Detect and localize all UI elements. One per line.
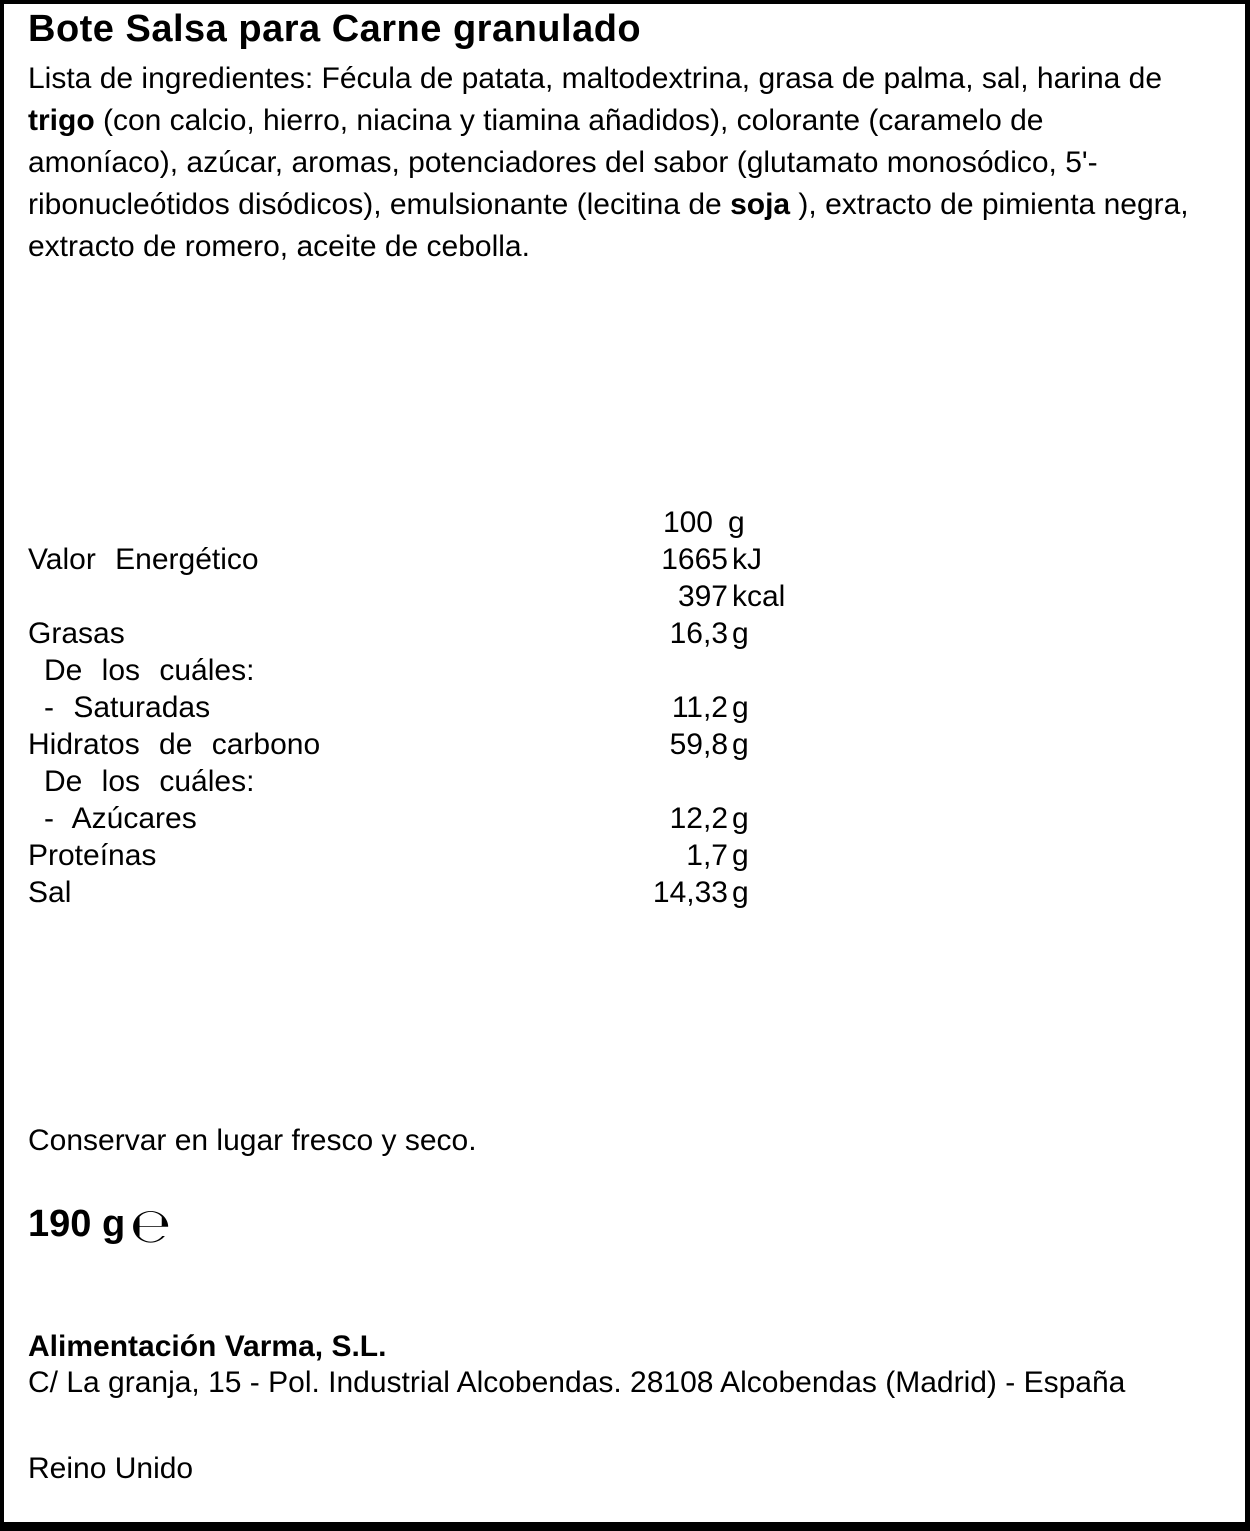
nutrition-row-of-which-carbs bbox=[28, 763, 828, 800]
nutrient-label: Grasas bbox=[28, 617, 125, 650]
serving-unit: g bbox=[728, 506, 745, 539]
net-weight-value: 190 g bbox=[28, 1203, 126, 1245]
ingredients-text-1: Lista de ingredientes: Fécula de patata, maltodextrina, grasa de palma, sal, harina de bbox=[28, 62, 1163, 95]
nutrient-label: Hidratos de carbono bbox=[28, 728, 321, 761]
nutrient-unit: g bbox=[732, 617, 749, 650]
nutrient-label: - Azúcares bbox=[44, 802, 197, 835]
nutrient-value: 14,33 bbox=[652, 876, 728, 909]
nutrient-label: Sal bbox=[28, 876, 72, 909]
nutrient-unit: g bbox=[732, 691, 749, 724]
manufacturer-address: C/ La granja, 15 - Pol. Industrial Alcobendas. 28108 Alcobendas (Madrid) - España bbox=[28, 1366, 1126, 1399]
nutrient-unit: g bbox=[732, 802, 749, 835]
nutrition-row-protein bbox=[28, 837, 828, 874]
allergen-soja: soja bbox=[730, 188, 791, 221]
estimated-sign: ℮ bbox=[130, 1198, 172, 1254]
nutrient-unit: g bbox=[732, 876, 749, 909]
nutrition-header-row bbox=[28, 504, 828, 541]
nutrient-value: 59,8 bbox=[669, 728, 728, 761]
nutrient-value: 1665 bbox=[661, 543, 728, 576]
serving-amount: 100 bbox=[662, 506, 713, 539]
country-name: Reino Unido bbox=[28, 1452, 194, 1485]
ingredients-text-3: ), extracto de pimienta negra, extracto de romero, aceite de cebolla. bbox=[28, 188, 1189, 263]
nutrition-row-energy-kj bbox=[28, 541, 828, 578]
nutrient-value: 397 bbox=[677, 580, 728, 613]
nutrient-value: 12,2 bbox=[669, 802, 728, 835]
nutrient-unit: g bbox=[732, 839, 749, 872]
nutrient-value: 16,3 bbox=[669, 617, 728, 650]
allergen-trigo: trigo bbox=[28, 104, 95, 137]
storage-note: Conservar en lugar fresco y seco. bbox=[28, 1124, 477, 1157]
nutrition-row-carbohydrate bbox=[28, 726, 828, 763]
nutrition-row-salt bbox=[28, 874, 828, 911]
nutrient-value: 1,7 bbox=[686, 839, 728, 872]
nutrition-table bbox=[28, 504, 828, 911]
nutrition-row-sugars bbox=[28, 800, 828, 837]
product-title: Bote Salsa para Carne granulado bbox=[28, 8, 642, 50]
nutrition-row-of-which-fat bbox=[28, 652, 828, 689]
nutrient-unit: kJ bbox=[732, 543, 762, 576]
ingredients-paragraph bbox=[28, 58, 1198, 268]
nutrient-label: De los cuáles: bbox=[44, 654, 255, 687]
ingredients-text-2: (con calcio, hierro, niacina y tiamina añadidos), colorante (caramelo de amoníaco), azúcar, aromas, potenciadores del sabor (glutamato monosódico, 5'-ribonucleótidos disódicos), emulsionante (lecitina de bbox=[28, 104, 1098, 221]
nutrient-value: 11,2 bbox=[671, 691, 728, 724]
nutrition-row-saturates bbox=[28, 689, 828, 726]
nutrient-unit: kcal bbox=[732, 580, 786, 613]
nutrition-row-energy-kcal bbox=[28, 578, 828, 615]
manufacturer-name: Alimentación Varma, S.L. bbox=[28, 1330, 387, 1363]
net-weight bbox=[28, 1198, 172, 1254]
nutrient-label: Proteínas bbox=[28, 839, 157, 872]
nutrition-row-fat bbox=[28, 615, 828, 652]
nutrient-label: - Saturadas bbox=[44, 691, 211, 724]
nutrient-label: Valor Energético bbox=[28, 543, 259, 576]
nutrient-unit: g bbox=[732, 728, 749, 761]
nutrient-label: De los cuáles: bbox=[44, 765, 255, 798]
